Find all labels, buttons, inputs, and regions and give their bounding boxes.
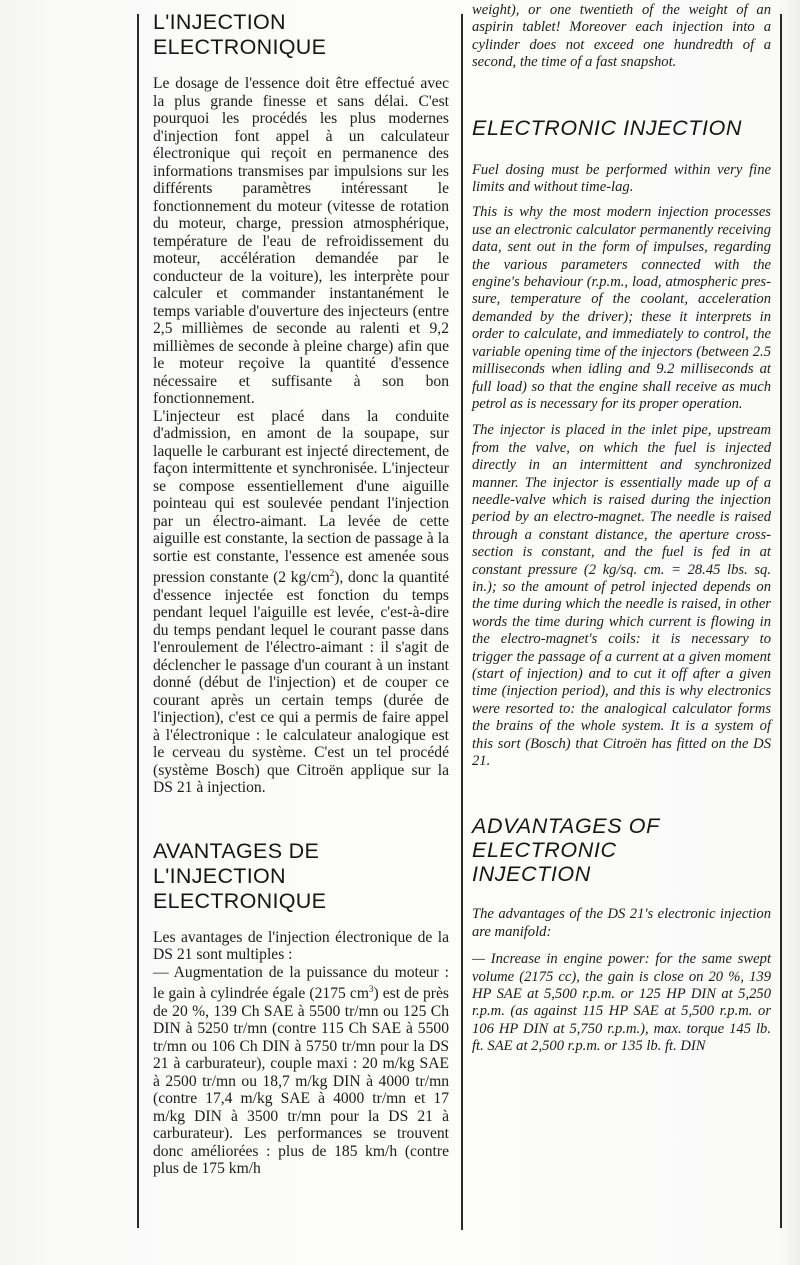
section-heading-injection-electronique [153,10,449,60]
heading-line: INJECTION [472,862,591,887]
paragraph-text: ) est de près de 20 %, 139 Ch SAE à 5500 tr/mn ou 125 Ch DIN à 5250 tr/mn (contre 115 Ch SAE à 5500 tr/mn ou 106 Ch DIN à 5750 tr/mn pour la DS 21 à carburateur), couple maxi : 20 m/kg SAE à 2500 tr/mn ou 18,7 m/kg DIN à 4000 tr/mn (contre 17,4 m/kg SAE à 4000 tr/mn et 17 m/kg DIN à 3500 tr/mn pour la DS 21 à carburateur). Les performances se trouvent donc améliorées : plus de 185 km/h (contre plus de 175 km/h [153,985,449,1177]
paragraph: Fuel dosing must be performed within very fine limits and without time-lag. [472,161,771,196]
column-rule-right [780,14,782,1228]
paragraph: The advantages of the DS 21's electronic injection are manifold: [472,906,771,940]
heading-line: ADVANTAGES OF [472,814,660,839]
section-heading-electronic-injection: ELECTRONIC INJECTION [472,115,743,140]
column-rule-left [137,14,139,1228]
heading-line: ELECTRONIQUE [153,888,327,913]
paragraph-text: — Augmentation de la puissance du moteur : le gain à cylindrée égale (2175 cm [153,963,449,1002]
paragraph: The injector is placed in the inlet pipe, upstream from the valve, on which the fuel is injected directly in an intermittent and synchronized manner. The injector is essentially made up of a needle-valve which is raised during the injection period by an electro-magnet. The needle is raised through a constant distance, the aperture cross-section is constant, and the fuel is fed in at constant pressure (2 kg/sq. cm. = 28.45 lbs. sq. in.); so the amount of petrol injected depends on the time during which the needle is raised, in other words the time during which current is flowing in the electro-magnet's coils: it is necessary to trigger the passage of a current at a given moment (start of injection) and to cut it off after a given time (injection period), and this is why electronics were resorted to: the analogical calculator forms the brains of the whole system. It is a system of this sort (Bosch) that Citroën has fitted on the DS 21. [472,422,771,770]
paragraph [153,964,449,1178]
column-rule-middle [461,14,463,1230]
superscript: 2 [329,568,335,578]
paragraph: — Increase in engine power: for the same swept volume (2175 cc), the gain is close on 20 %, 139 HP SAE at 5,500 r.p.m. or 125 HP DIN at 5,250 r.p.m. (as against 115 HP SAE at 5,500 r.p.m. or 106 HP DIN at 5,750 r.p.m.), max. torque 145 lb. ft. SAE at 2,500 r.p.m. or 135 lb. ft. DIN [472,951,771,1055]
french-column [153,10,449,1178]
paragraph: Les avantages de l'injection électronique de la DS 21 sont multiples : [153,928,449,963]
english-column [472,0,771,1056]
heading-line: L'INJECTION [153,10,286,34]
heading-line: ELECTRONIC [472,838,617,863]
heading-line: AVANTAGES DE L'INJECTION [153,838,320,888]
section-heading-avantages [153,839,449,914]
heading-line: ELECTRONIQUE [153,35,327,59]
paragraph: This is why the most modern injection processes use an electronic calculator permanently receiving data, sent out in the form of impulses, regarding the various parameters connected with the engine's behaviour (r.p.m., load, atmospheric pressure, temperature of the coolant, acceleration demanded by the driver); these it interprets in order to calculate, and immediately to control, the variable opening time of the injectors (between 2.5 milliseconds when idling and 9.2 milliseconds at full load) so that the engine shall receive as much petrol as is necessary for its proper operation. [472,204,771,412]
paragraph: Le dosage de l'essence doit être effectué avec la plus grande finesse et sans délai. C'est pourquoi les procédés les plus modernes d'injection font appel à un calculateur électronique qui reçoit en permanence des informations transmises par impulsions sur les différents paramètres intéressant le fonctionnement du moteur (vitesse de rotation du moteur, charge, pression atmosphérique, température de l'eau de refroidissement du moteur, accélération demandée par le conducteur de la voiture), les interprète pour calculer et commander instantanément le temps variable d'ouverture des injecteurs (entre 2,5 millièmes de seconde au ralenti et 9,2 millièmes de seconde à pleine charge) afin que le moteur reçoive la quantité d'essence nécessaire et suffisante à son bon fonctionnement. [153,75,449,407]
paragraph-text: L'injecteur est placé dans la conduite d'admission, en amont de la soupape, sur laquelle le carburant est injecté directement, de façon intermittente et synchronisée. L'injecteur se compose essentiellement d'une aiguille pointeau qui est soulevée pendant l'injection par un électro-aimant. La levée de cette aiguille est constante, la section de passage à la sortie est constante, l'essence est amenée sous pression constante (2 kg/cm [153,407,449,586]
section-heading-advantages [472,814,771,886]
superscript: 3 [368,984,374,994]
paragraph [153,408,449,797]
paragraph-text: ), donc la quantité d'essence injectée est fonction du temps pendant lequel l'aiguille est levée, c'est-à-dire du temps pendant lequel le courant passe dans l'enroulement de l'électro-aimant : il s'agit de déclencher le passage d'un courant à un instant donné (début de l'injection) et de couper ce courant après un certain temps (durée de l'injection), c'est ce qui a permis de faire appel à l'électronique : le calculateur analogique est le cerveau du système. C'est un tel procédé (système Bosch) que Citroën applique sur la DS 21 à injection. [153,569,449,796]
paragraph-continuation: weight), or one twentieth of the weight of an aspirin tablet! Moreover each injection into a cylinder does not exceed one hundredth of a second, the time of a fast snapshot. [472,2,771,71]
